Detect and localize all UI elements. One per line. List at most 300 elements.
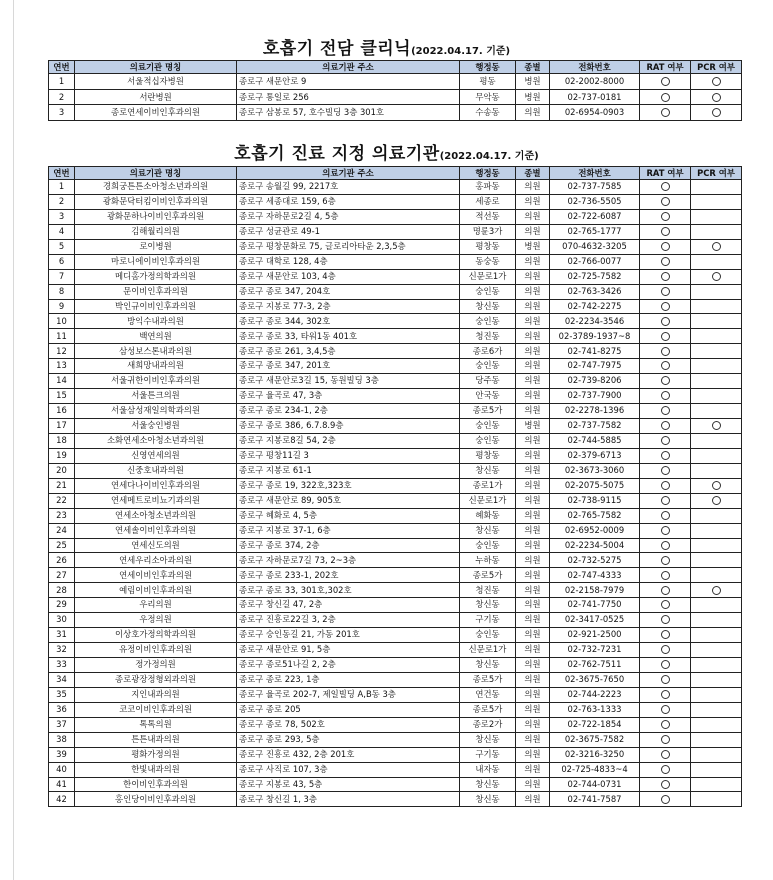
cell-pcr (691, 643, 742, 658)
cell-rat (640, 329, 691, 344)
circle-mark-icon (661, 212, 670, 221)
circle-mark-icon (661, 227, 670, 236)
cell-address: 종로구 자하문로2길 4, 5층 (237, 209, 460, 224)
table-row (49, 74, 742, 90)
cell-phone: 02-2158-7979 (550, 583, 640, 598)
cell-type: 의원 (516, 658, 550, 673)
cell-no: 18 (49, 433, 75, 448)
cell-name: 정가정의원 (75, 658, 237, 673)
circle-mark-icon (712, 586, 721, 595)
table-row (49, 478, 742, 493)
cell-pcr (691, 448, 742, 463)
cell-dong: 청진동 (460, 329, 516, 344)
section2-title-text: 호흡기 진료 지정 의료기관 (234, 144, 440, 164)
cell-type: 병원 (516, 239, 550, 254)
table-row (49, 254, 742, 269)
cell-phone: 02-765-7582 (550, 508, 640, 523)
table-row (49, 553, 742, 568)
cell-address: 종로구 종로 347, 204호 (237, 284, 460, 299)
cell-dong: 창신동 (460, 658, 516, 673)
cell-phone: 02-763-3426 (550, 284, 640, 299)
circle-mark-icon (712, 421, 721, 430)
cell-name: 소화연세소아청소년과의원 (75, 433, 237, 448)
cell-phone: 02-2234-3546 (550, 314, 640, 329)
table-row (49, 299, 742, 314)
cell-phone: 02-765-1777 (550, 224, 640, 239)
cell-rat (640, 344, 691, 359)
cell-rat (640, 389, 691, 404)
cell-no: 13 (49, 359, 75, 374)
cell-no: 11 (49, 329, 75, 344)
cell-dong: 신문로1가 (460, 493, 516, 508)
cell-address: 종로구 평창11길 3 (237, 448, 460, 463)
cell-dong: 숭인동 (460, 628, 516, 643)
cell-pcr (691, 583, 742, 598)
cell-rat (640, 508, 691, 523)
cell-type: 의원 (516, 747, 550, 762)
table-row (49, 89, 742, 105)
cell-no: 19 (49, 448, 75, 463)
cell-phone: 02-2278-1396 (550, 404, 640, 419)
cell-phone: 02-736-5505 (550, 194, 640, 209)
cell-pcr (691, 792, 742, 807)
cell-no: 8 (49, 284, 75, 299)
cell-name: 우리의원 (75, 598, 237, 613)
circle-mark-icon (661, 272, 670, 281)
table-row (49, 180, 742, 195)
table-row (49, 404, 742, 419)
cell-phone: 02-742-2275 (550, 299, 640, 314)
cell-name: 튼튼내과의원 (75, 732, 237, 747)
cell-pcr (691, 74, 742, 90)
header-rat: RAT 여부 (640, 167, 691, 180)
circle-mark-icon (661, 496, 670, 505)
cell-dong: 종로1가 (460, 478, 516, 493)
cell-name: 새희망내과의원 (75, 359, 237, 374)
circle-mark-icon (661, 690, 670, 699)
header-type: 종별 (516, 61, 550, 74)
table-row (49, 284, 742, 299)
cell-pcr (691, 463, 742, 478)
table-row (49, 777, 742, 792)
cell-type: 의원 (516, 344, 550, 359)
circle-mark-icon (661, 720, 670, 729)
cell-phone: 02-737-7900 (550, 389, 640, 404)
cell-no: 15 (49, 389, 75, 404)
cell-type: 의원 (516, 284, 550, 299)
cell-name: 종로연세이비인후과의원 (75, 105, 237, 121)
cell-name: 코코이비인후과의원 (75, 702, 237, 717)
cell-address: 종로구 자하문로7길 73, 2~3층 (237, 553, 460, 568)
cell-no: 25 (49, 538, 75, 553)
cell-no: 36 (49, 702, 75, 717)
clinic-table (48, 60, 742, 121)
cell-type: 의원 (516, 762, 550, 777)
cell-dong: 종로5가 (460, 404, 516, 419)
cell-phone: 02-2075-5075 (550, 478, 640, 493)
cell-pcr (691, 404, 742, 419)
cell-type: 의원 (516, 209, 550, 224)
cell-dong: 무악동 (460, 89, 516, 105)
circle-mark-icon (661, 571, 670, 580)
cell-name: 광화문하나이비인후과의원 (75, 209, 237, 224)
cell-address: 종로구 종로 386, 6.7.8.9층 (237, 419, 460, 434)
cell-address: 종로구 종로 33, 301호,302호 (237, 583, 460, 598)
cell-name: 서울튼크의원 (75, 389, 237, 404)
cell-name: 한이비인후과의원 (75, 777, 237, 792)
designated-table (48, 166, 742, 807)
cell-no: 22 (49, 493, 75, 508)
cell-phone: 02-747-7975 (550, 359, 640, 374)
cell-no: 27 (49, 568, 75, 583)
cell-rat (640, 747, 691, 762)
cell-address: 종로구 종로 19, 322호,323호 (237, 478, 460, 493)
cell-dong: 평동 (460, 74, 516, 90)
cell-no: 34 (49, 672, 75, 687)
cell-dong: 평창동 (460, 239, 516, 254)
cell-name: 로이병원 (75, 239, 237, 254)
cell-rat (640, 433, 691, 448)
cell-type: 의원 (516, 613, 550, 628)
header-pcr: PCR 여부 (691, 167, 742, 180)
cell-pcr (691, 105, 742, 121)
cell-pcr (691, 269, 742, 284)
circle-mark-icon (661, 391, 670, 400)
cell-no: 31 (49, 628, 75, 643)
cell-phone: 02-732-7231 (550, 643, 640, 658)
cell-address: 종로구 진흥로 432, 2층 201호 (237, 747, 460, 762)
circle-mark-icon (661, 361, 670, 370)
cell-dong: 종로6가 (460, 344, 516, 359)
cell-no: 35 (49, 687, 75, 702)
cell-address: 종로구 새문안로 89, 905호 (237, 493, 460, 508)
table-row (49, 508, 742, 523)
header-dong: 행정동 (460, 167, 516, 180)
cell-name: 평화가정의원 (75, 747, 237, 762)
table-row (49, 194, 742, 209)
cell-dong: 구기동 (460, 747, 516, 762)
circle-mark-icon (661, 242, 670, 251)
cell-no: 10 (49, 314, 75, 329)
cell-rat (640, 448, 691, 463)
table-row (49, 433, 742, 448)
cell-no: 1 (49, 74, 75, 90)
cell-name: 마로니에이비인후과의원 (75, 254, 237, 269)
cell-name: 백연의원 (75, 329, 237, 344)
cell-rat (640, 658, 691, 673)
cell-rat (640, 314, 691, 329)
cell-pcr (691, 672, 742, 687)
table-row (49, 359, 742, 374)
cell-type: 병원 (516, 74, 550, 90)
cell-name: 연세이비인후과의원 (75, 568, 237, 583)
cell-rat (640, 254, 691, 269)
cell-phone: 02-3675-7650 (550, 672, 640, 687)
cell-pcr (691, 359, 742, 374)
cell-pcr (691, 613, 742, 628)
cell-name: 유정이비인후과의원 (75, 643, 237, 658)
cell-rat (640, 359, 691, 374)
cell-address: 종로구 종로 261, 3,4,5층 (237, 344, 460, 359)
circle-mark-icon (661, 511, 670, 520)
cell-type: 의원 (516, 254, 550, 269)
cell-phone: 02-725-7582 (550, 269, 640, 284)
cell-type: 의원 (516, 643, 550, 658)
cell-type: 의원 (516, 389, 550, 404)
cell-no: 9 (49, 299, 75, 314)
cell-pcr (691, 209, 742, 224)
cell-rat (640, 553, 691, 568)
cell-phone: 02-737-7582 (550, 419, 640, 434)
cell-pcr (691, 687, 742, 702)
cell-pcr (691, 568, 742, 583)
table-row (49, 568, 742, 583)
cell-dong: 창신동 (460, 299, 516, 314)
cell-address: 종로구 지봉로 77-3, 2층 (237, 299, 460, 314)
cell-address: 종로구 종로 293, 5층 (237, 732, 460, 747)
table-row (49, 209, 742, 224)
cell-type: 병원 (516, 89, 550, 105)
header-phone: 전화번호 (550, 61, 640, 74)
table-row (49, 523, 742, 538)
cell-phone: 02-3216-3250 (550, 747, 640, 762)
table-row (49, 717, 742, 732)
cell-rat (640, 463, 691, 478)
cell-phone: 02-744-0731 (550, 777, 640, 792)
cell-name: 서울숭인병원 (75, 419, 237, 434)
cell-type: 의원 (516, 583, 550, 598)
table-row (49, 687, 742, 702)
cell-pcr (691, 239, 742, 254)
cell-pcr (691, 702, 742, 717)
table-row (49, 762, 742, 777)
cell-pcr (691, 538, 742, 553)
header-dong: 행정동 (460, 61, 516, 74)
circle-mark-icon (661, 586, 670, 595)
cell-dong: 수송동 (460, 105, 516, 121)
cell-type: 의원 (516, 359, 550, 374)
cell-dong: 숭인동 (460, 419, 516, 434)
cell-type: 의원 (516, 374, 550, 389)
cell-dong: 평창동 (460, 448, 516, 463)
cell-address: 종로구 종로 234-1, 2층 (237, 404, 460, 419)
cell-dong: 창신동 (460, 777, 516, 792)
cell-rat (640, 224, 691, 239)
cell-no: 14 (49, 374, 75, 389)
cell-address: 종로구 종로 205 (237, 702, 460, 717)
cell-phone: 02-921-2500 (550, 628, 640, 643)
table-row (49, 493, 742, 508)
cell-pcr (691, 314, 742, 329)
cell-type: 의원 (516, 687, 550, 702)
circle-mark-icon (661, 317, 670, 326)
cell-phone: 02-3789-1937~8 (550, 329, 640, 344)
cell-no: 33 (49, 658, 75, 673)
circle-mark-icon (661, 287, 670, 296)
cell-name: 톡톡의원 (75, 717, 237, 732)
cell-phone: 02-725-4833~4 (550, 762, 640, 777)
cell-type: 의원 (516, 448, 550, 463)
table-row (49, 329, 742, 344)
cell-rat (640, 89, 691, 105)
cell-no: 21 (49, 478, 75, 493)
cell-type: 의원 (516, 299, 550, 314)
cell-rat (640, 568, 691, 583)
cell-no: 4 (49, 224, 75, 239)
cell-rat (640, 209, 691, 224)
circle-mark-icon (661, 332, 670, 341)
table-row (49, 389, 742, 404)
cell-rat (640, 762, 691, 777)
circle-mark-icon (661, 645, 670, 654)
cell-address: 종로구 새문안로 103, 4층 (237, 269, 460, 284)
cell-phone: 02-744-5885 (550, 433, 640, 448)
cell-phone: 02-741-7587 (550, 792, 640, 807)
cell-pcr (691, 628, 742, 643)
cell-dong: 누하동 (460, 553, 516, 568)
circle-mark-icon (661, 780, 670, 789)
cell-rat (640, 269, 691, 284)
circle-mark-icon (661, 182, 670, 191)
circle-mark-icon (661, 660, 670, 669)
cell-pcr (691, 254, 742, 269)
cell-pcr (691, 523, 742, 538)
circle-mark-icon (661, 795, 670, 804)
circle-mark-icon (661, 675, 670, 684)
cell-phone: 02-737-0181 (550, 89, 640, 105)
cell-name: 광화문닥터킴이비인후과의원 (75, 194, 237, 209)
circle-mark-icon (661, 600, 670, 609)
cell-rat (640, 284, 691, 299)
cell-rat (640, 299, 691, 314)
circle-mark-icon (661, 436, 670, 445)
cell-address: 종로구 종로 344, 302호 (237, 314, 460, 329)
cell-dong: 연건동 (460, 687, 516, 702)
table-row (49, 658, 742, 673)
cell-dong: 창신동 (460, 732, 516, 747)
cell-dong: 창신동 (460, 463, 516, 478)
cell-name: 김해월리의원 (75, 224, 237, 239)
table-row (49, 239, 742, 254)
table-row (49, 538, 742, 553)
cell-address: 종로구 종로 78, 502호 (237, 717, 460, 732)
cell-no: 29 (49, 598, 75, 613)
section1-date: (2022.04.17. 기준) (411, 46, 511, 57)
cell-pcr (691, 777, 742, 792)
cell-dong: 신문로1가 (460, 643, 516, 658)
table-row (49, 105, 742, 121)
cell-type: 의원 (516, 792, 550, 807)
circle-mark-icon (661, 705, 670, 714)
cell-rat (640, 687, 691, 702)
cell-type: 의원 (516, 180, 550, 195)
cell-pcr (691, 284, 742, 299)
cell-pcr (691, 493, 742, 508)
cell-name: 서울귀한이비인후과의원 (75, 374, 237, 389)
cell-type: 의원 (516, 732, 550, 747)
cell-phone: 02-722-6087 (550, 209, 640, 224)
table-row (49, 613, 742, 628)
cell-type: 의원 (516, 433, 550, 448)
cell-rat (640, 732, 691, 747)
cell-address: 종로구 숭인동길 21, 가동 201호 (237, 628, 460, 643)
cell-type: 의원 (516, 598, 550, 613)
cell-rat (640, 493, 691, 508)
cell-type: 의원 (516, 493, 550, 508)
circle-mark-icon (712, 93, 721, 102)
cell-pcr (691, 180, 742, 195)
cell-name: 연세신도의원 (75, 538, 237, 553)
table-row (49, 344, 742, 359)
cell-address: 종로구 종로 347, 201호 (237, 359, 460, 374)
cell-address: 종로구 지봉로 43, 5층 (237, 777, 460, 792)
cell-address: 종로구 지봉로 37-1, 6층 (237, 523, 460, 538)
header-no: 연번 (49, 61, 75, 74)
cell-name: 연세다나이비인후과의원 (75, 478, 237, 493)
cell-rat (640, 702, 691, 717)
cell-no: 41 (49, 777, 75, 792)
cell-no: 1 (49, 180, 75, 195)
cell-rat (640, 598, 691, 613)
table-row (49, 463, 742, 478)
circle-mark-icon (661, 526, 670, 535)
cell-name: 삼성보스톤내과의원 (75, 344, 237, 359)
section1-title-text: 호흡기 전담 클리닉 (262, 39, 412, 59)
cell-no: 17 (49, 419, 75, 434)
cell-pcr (691, 732, 742, 747)
cell-no: 39 (49, 747, 75, 762)
header-type: 종별 (516, 167, 550, 180)
cell-phone: 02-722-1854 (550, 717, 640, 732)
circle-mark-icon (661, 451, 670, 460)
cell-dong: 종로5가 (460, 672, 516, 687)
cell-rat (640, 419, 691, 434)
circle-mark-icon (712, 242, 721, 251)
cell-name: 서울삼성재일의학과의원 (75, 404, 237, 419)
circle-mark-icon (661, 765, 670, 774)
section1-title (0, 34, 773, 59)
cell-pcr (691, 194, 742, 209)
cell-dong: 숭인동 (460, 314, 516, 329)
cell-name: 신중호내과의원 (75, 463, 237, 478)
cell-address: 종로구 창신길 47, 2층 (237, 598, 460, 613)
section2-title (0, 139, 773, 164)
cell-phone: 02-744-2223 (550, 687, 640, 702)
cell-dong: 당주동 (460, 374, 516, 389)
cell-no: 23 (49, 508, 75, 523)
cell-rat (640, 194, 691, 209)
cell-rat (640, 583, 691, 598)
cell-phone: 02-737-7585 (550, 180, 640, 195)
cell-rat (640, 777, 691, 792)
cell-name: 방익수내과의원 (75, 314, 237, 329)
table-row (49, 314, 742, 329)
cell-name: 서울적십자병원 (75, 74, 237, 90)
cell-no: 32 (49, 643, 75, 658)
cell-no: 5 (49, 239, 75, 254)
cell-address: 종로구 종로51나길 2, 2층 (237, 658, 460, 673)
table-row (49, 374, 742, 389)
cell-phone: 02-2234-5004 (550, 538, 640, 553)
cell-rat (640, 792, 691, 807)
cell-address: 종로구 송월길 99, 2217호 (237, 180, 460, 195)
cell-phone: 02-379-6713 (550, 448, 640, 463)
cell-dong: 숭인동 (460, 284, 516, 299)
cell-type: 의원 (516, 269, 550, 284)
cell-phone: 02-732-5275 (550, 553, 640, 568)
header-phone: 전화번호 (550, 167, 640, 180)
cell-type: 병원 (516, 419, 550, 434)
